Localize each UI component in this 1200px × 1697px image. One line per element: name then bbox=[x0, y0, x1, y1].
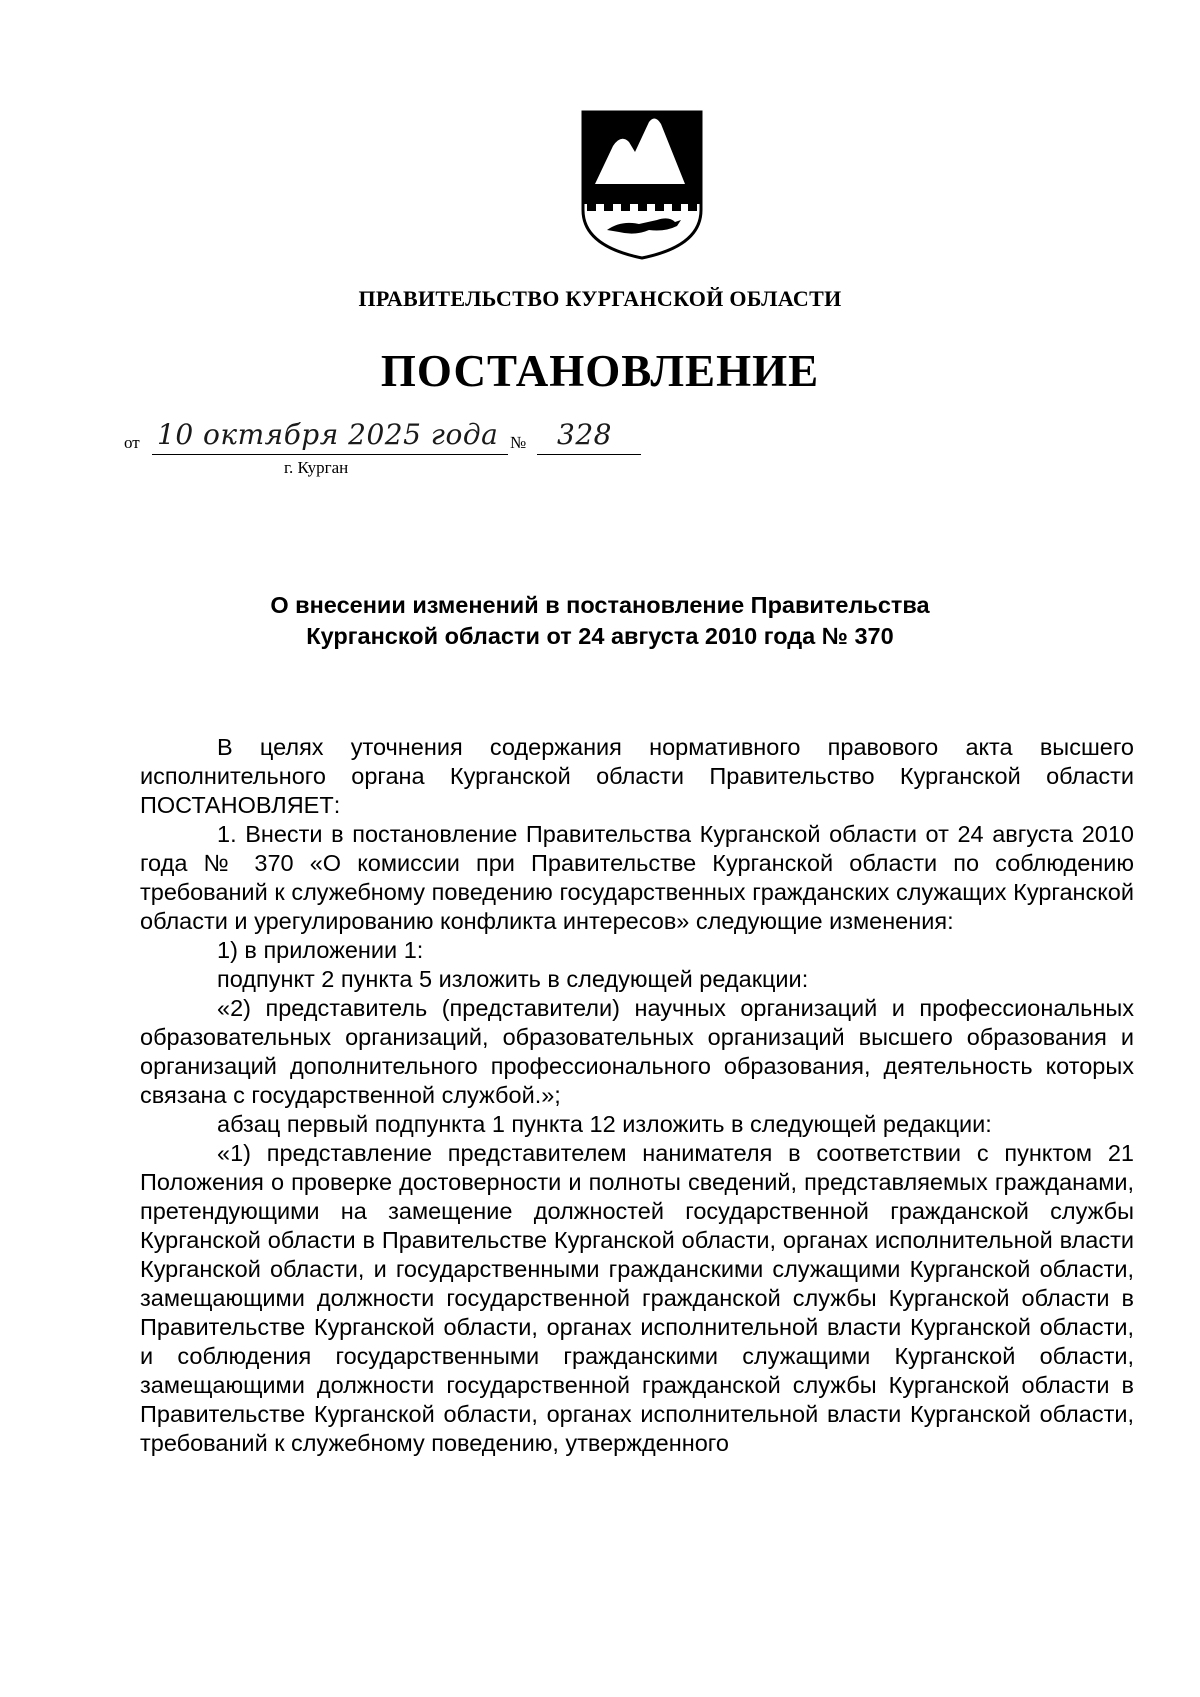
date-number-line bbox=[0, 418, 1200, 494]
body-paragraph: В целях уточнения содержания нормативного правового акта высшего исполнительного органа Курганской области Правительство Курганской области ПОСТАНОВЛЯЕТ: bbox=[140, 734, 1134, 818]
city-label: г. Курган bbox=[284, 458, 349, 477]
kurgan-coat-of-arms-icon bbox=[577, 108, 707, 260]
body-paragraph: абзац первый подпункта 1 пункта 12 изложить в следующей редакции: bbox=[217, 1111, 992, 1137]
number-underline bbox=[537, 454, 641, 455]
government-name: ПРАВИТЕЛЬСТВО КУРГАНСКОЙ ОБЛАСТИ bbox=[358, 286, 842, 311]
number-label: № bbox=[510, 433, 527, 452]
document-subject bbox=[0, 590, 1200, 652]
body-paragraph: 1. Внести в постановление Правительства Курганской области от 24 августа 2010 года № 370 «О комиссии при Правительстве Курганской области по соблюдению требований к служебному поведению государственных гражданских служащих Курганской области и урегулированию конфликта интересов» следующие изменения: bbox=[140, 821, 1134, 934]
date-underline bbox=[152, 454, 508, 455]
from-label: от bbox=[124, 433, 140, 452]
document-body bbox=[140, 733, 1134, 1458]
body-paragraph: 1) в приложении 1: bbox=[217, 937, 424, 963]
body-paragraph: «1) представление представителем нанимателя в соответствии с пунктом 21 Положения о проверке достоверности и полноты сведений, представляемых гражданами, претендующими на замещение должностей государственной гражданской службы Курганской области в Правительстве Курганской области, органах исполнительной власти Курганской области, и государственными гражданскими служащими Курганской области, замещающими должности государственной гражданской службы Курганской области в Правительстве Курганской области, органах исполнительной власти Курганской области, и соблюдения государственными гражданскими служащими Курганской области, замещающими должности государственной гражданской службы Курганской области в Правительстве Курганской области, органах исполнительной власти Курганской области, требований к служебному поведению, утвержденного bbox=[140, 1140, 1134, 1456]
number-handwritten: 328 bbox=[557, 418, 612, 451]
subject-line-1: О внесении изменений в постановление Правительства bbox=[270, 592, 930, 618]
body-paragraph: «2) представитель (представители) научных организаций и профессиональных образовательных организаций, образовательных организаций высшего образования и организаций дополнительного профессионального образования, деятельность которых связана с государственной службой.»; bbox=[140, 995, 1134, 1108]
date-handwritten: 10 октября 2025 года bbox=[157, 418, 499, 451]
subject-line-2: Курганской области от 24 августа 2010 года № 370 bbox=[306, 623, 894, 649]
body-paragraph: подпункт 2 пункта 5 изложить в следующей редакции: bbox=[217, 966, 809, 992]
document-type: ПОСТАНОВЛЕНИЕ bbox=[380, 346, 820, 396]
